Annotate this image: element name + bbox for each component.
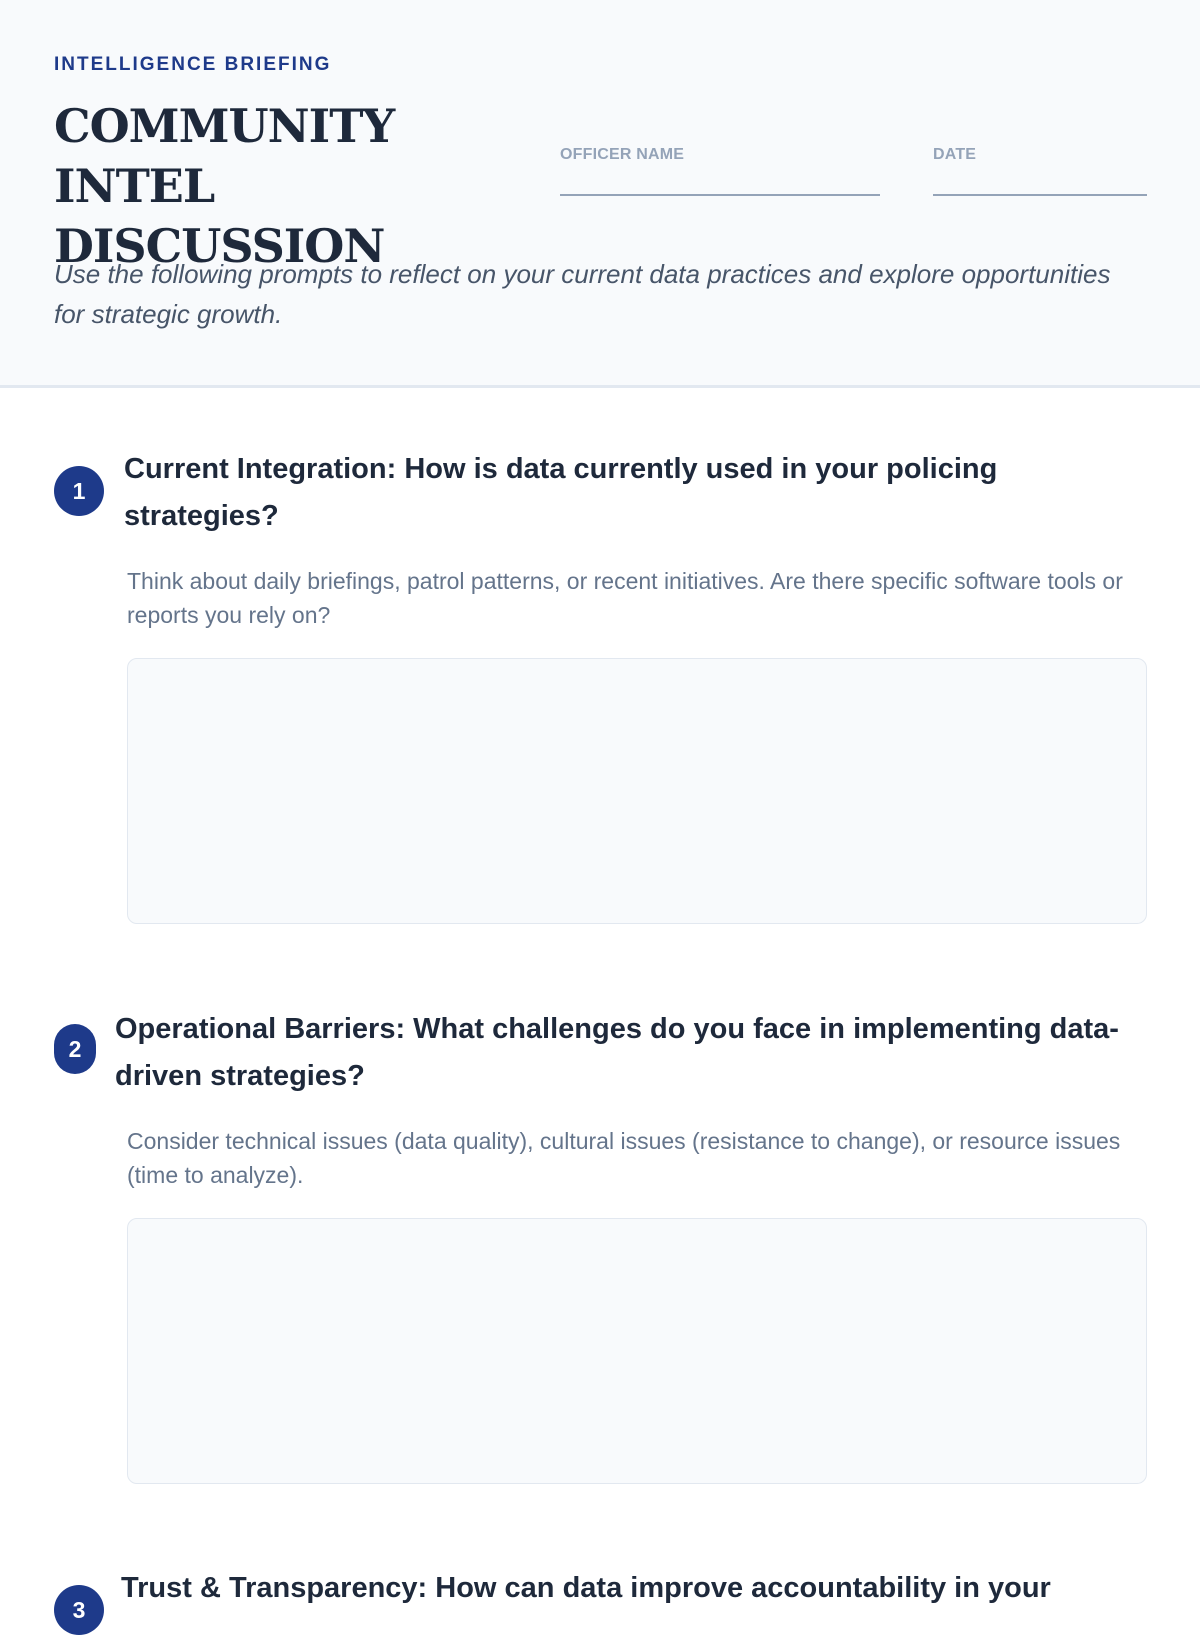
- answer-textarea[interactable]: [127, 1218, 1147, 1484]
- eyebrow-label: INTELLIGENCE BRIEFING: [54, 54, 332, 75]
- question-number-badge: 1: [54, 466, 104, 516]
- question-1: [54, 446, 1148, 926]
- question-2: [54, 1006, 1148, 1486]
- date-label: DATE: [933, 146, 977, 163]
- page-title: COMMUNITY INTEL DISCUSSION: [54, 99, 395, 273]
- question-number-badge: 2: [54, 1024, 96, 1074]
- date-field[interactable]: [933, 146, 1147, 196]
- officer-name-input-line[interactable]: [560, 194, 880, 196]
- date-input-line[interactable]: [933, 194, 1147, 196]
- question-3: [54, 1565, 1148, 1623]
- question-hint: Consider technical issues (data quality), cultural issues (resistance to change), or resource issues (time to analyze).: [127, 1128, 1121, 1188]
- question-title: Trust & Transparency: How can data improve accountability in your: [121, 1572, 1051, 1604]
- briefing-header: [0, 0, 1200, 388]
- intro-text: Use the following prompts to reflect on your current data practices and explore opportunities for strategic growth.: [54, 259, 1111, 329]
- question-title: Operational Barriers: What challenges do you face in implementing data-driven strategies?: [115, 1013, 1119, 1092]
- question-title: Current Integration: How is data currently used in your policing strategies?: [124, 453, 998, 532]
- question-hint: Think about daily briefings, patrol patterns, or recent initiatives. Are there specific software tools or reports you rely on?: [127, 568, 1123, 628]
- answer-textarea[interactable]: [127, 658, 1147, 924]
- question-number-badge: 3: [54, 1585, 104, 1635]
- officer-name-field[interactable]: [560, 146, 880, 196]
- officer-name-label: OFFICER NAME: [560, 146, 685, 163]
